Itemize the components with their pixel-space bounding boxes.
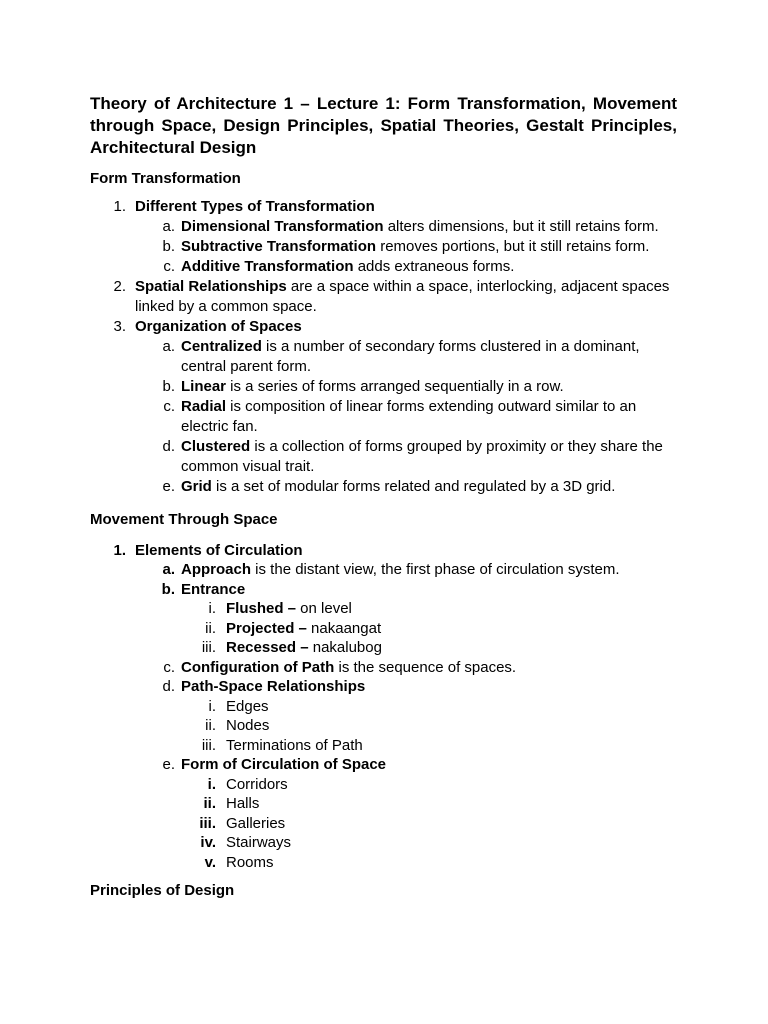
section-heading: Principles of Design — [90, 882, 235, 899]
list-item — [90, 580, 677, 600]
list-marker: ii. — [205, 619, 216, 637]
item-text: removes portions, but it still retains form. — [376, 238, 650, 255]
item-text: Rooms — [226, 853, 274, 871]
item-term: Additive Transformation — [181, 258, 354, 275]
item-text: is a collection of forms grouped by proximity or they share the common visual trait. — [181, 438, 663, 475]
list-item — [90, 477, 677, 497]
item-term: Recessed – — [226, 639, 309, 656]
list-marker: i. — [208, 600, 216, 617]
list-marker: 2. — [113, 278, 126, 295]
list-item — [90, 619, 677, 639]
item-text: is the distant view, the first phase of circulation system. — [251, 561, 620, 578]
item-term: Configuration of Path — [181, 658, 335, 676]
item-term: Elements of Circulation — [135, 541, 303, 559]
page-title: Theory of Architecture 1 – Lecture 1: Form Transformation, Movement through Space, Design Principles, Spatial Theories, Gestalt Principles, Architectural Design — [90, 94, 677, 157]
item-term: Subtractive Transformation — [181, 238, 377, 255]
list-marker: i. — [208, 697, 216, 715]
list-item — [90, 814, 677, 834]
list-item — [90, 658, 677, 678]
item-term: Spatial Relationships — [135, 278, 287, 295]
item-term: Form of Circulation of Space — [181, 756, 387, 773]
list-marker: c. — [163, 398, 175, 415]
list-marker: 1. — [113, 541, 126, 559]
list-marker: e. — [162, 756, 175, 773]
item-term: Entrance — [181, 580, 246, 598]
item-text: adds extraneous forms. — [353, 258, 515, 275]
item-term: Path-Space Relationships — [181, 678, 366, 695]
list-item — [90, 197, 677, 217]
item-text: Halls — [226, 795, 260, 812]
section-principles-of-design — [90, 881, 677, 901]
list-item — [90, 377, 677, 397]
item-text: Corridors — [226, 775, 288, 793]
list-item — [90, 317, 677, 337]
list-item — [90, 833, 677, 853]
list-marker: a. — [162, 338, 175, 355]
list-item — [90, 397, 677, 437]
list-item — [90, 237, 677, 257]
section-heading: Movement Through Space — [90, 511, 278, 528]
item-term: Radial — [181, 398, 227, 415]
item-text: nakalubog — [308, 639, 382, 656]
item-text: Terminations of Path — [226, 736, 363, 754]
list-marker: a. — [162, 561, 175, 578]
list-marker: b. — [162, 238, 175, 255]
list-item — [90, 277, 677, 317]
list-item — [90, 775, 677, 795]
list-marker: d. — [162, 438, 175, 455]
list-marker: ii. — [205, 717, 216, 734]
list-marker: c. — [163, 258, 175, 275]
list-marker: b. — [162, 378, 175, 395]
item-text: alters dimensions, but it still retains form. — [383, 218, 659, 235]
list-marker: iii. — [199, 814, 216, 832]
list-item — [90, 794, 677, 814]
section-form-transformation — [90, 169, 677, 497]
list-marker: iv. — [200, 834, 216, 851]
list-item — [90, 716, 677, 736]
item-term: Clustered — [181, 438, 251, 455]
list-marker: 3. — [113, 318, 126, 335]
item-text: is the sequence of spaces. — [334, 658, 517, 676]
list-item — [90, 697, 677, 717]
list-marker: a. — [162, 218, 175, 235]
list-item — [90, 560, 677, 580]
list-item — [90, 755, 677, 775]
list-marker: 1. — [113, 198, 126, 215]
list-item — [90, 337, 677, 377]
item-term: Dimensional Transformation — [181, 218, 384, 235]
item-term: Grid — [181, 478, 212, 495]
item-text: nakaangat — [306, 619, 382, 637]
list-item — [90, 541, 677, 561]
item-text: Stairways — [226, 834, 292, 851]
list-marker: v. — [204, 853, 216, 871]
item-text: Edges — [226, 697, 269, 715]
document-page — [90, 93, 677, 901]
item-term: Different Types of Transformation — [135, 198, 375, 215]
item-term: Approach — [181, 561, 252, 578]
section-heading: Form Transformation — [90, 170, 241, 187]
item-term: Projected – — [226, 619, 307, 637]
list-item — [90, 677, 677, 697]
list-item — [90, 736, 677, 756]
item-text: is a series of forms arranged sequentially in a row. — [226, 378, 564, 395]
item-text: are a space within a space, interlocking, adjacent spaces linked by a common space. — [135, 278, 670, 315]
item-text: on level — [296, 600, 352, 617]
item-term: Flushed – — [226, 600, 297, 617]
item-text: is a set of modular forms related and regulated by a 3D grid. — [211, 478, 616, 495]
list-marker: i. — [207, 775, 216, 793]
list-marker: iii. — [201, 639, 216, 656]
list-marker: c. — [163, 658, 175, 676]
list-marker: e. — [162, 478, 175, 495]
list-item — [90, 257, 677, 277]
list-item — [90, 217, 677, 237]
item-term: Linear — [181, 378, 227, 395]
item-text: Galleries — [226, 814, 286, 832]
list-marker: ii. — [203, 795, 216, 812]
item-term: Centralized — [181, 338, 262, 355]
list-item — [90, 599, 677, 619]
list-item — [90, 853, 677, 873]
list-item — [90, 437, 677, 477]
list-marker: iii. — [201, 736, 216, 754]
list-marker: b. — [161, 580, 175, 598]
item-term: Organization of Spaces — [135, 318, 302, 335]
list-marker: d. — [162, 678, 175, 695]
item-text: is a number of secondary forms clustered in a dominant, central parent form. — [181, 338, 640, 375]
item-text: Nodes — [226, 717, 270, 734]
item-text: is composition of linear forms extending outward similar to an electric fan. — [181, 398, 637, 435]
list-item — [90, 638, 677, 658]
section-movement-through-space — [90, 510, 677, 872]
